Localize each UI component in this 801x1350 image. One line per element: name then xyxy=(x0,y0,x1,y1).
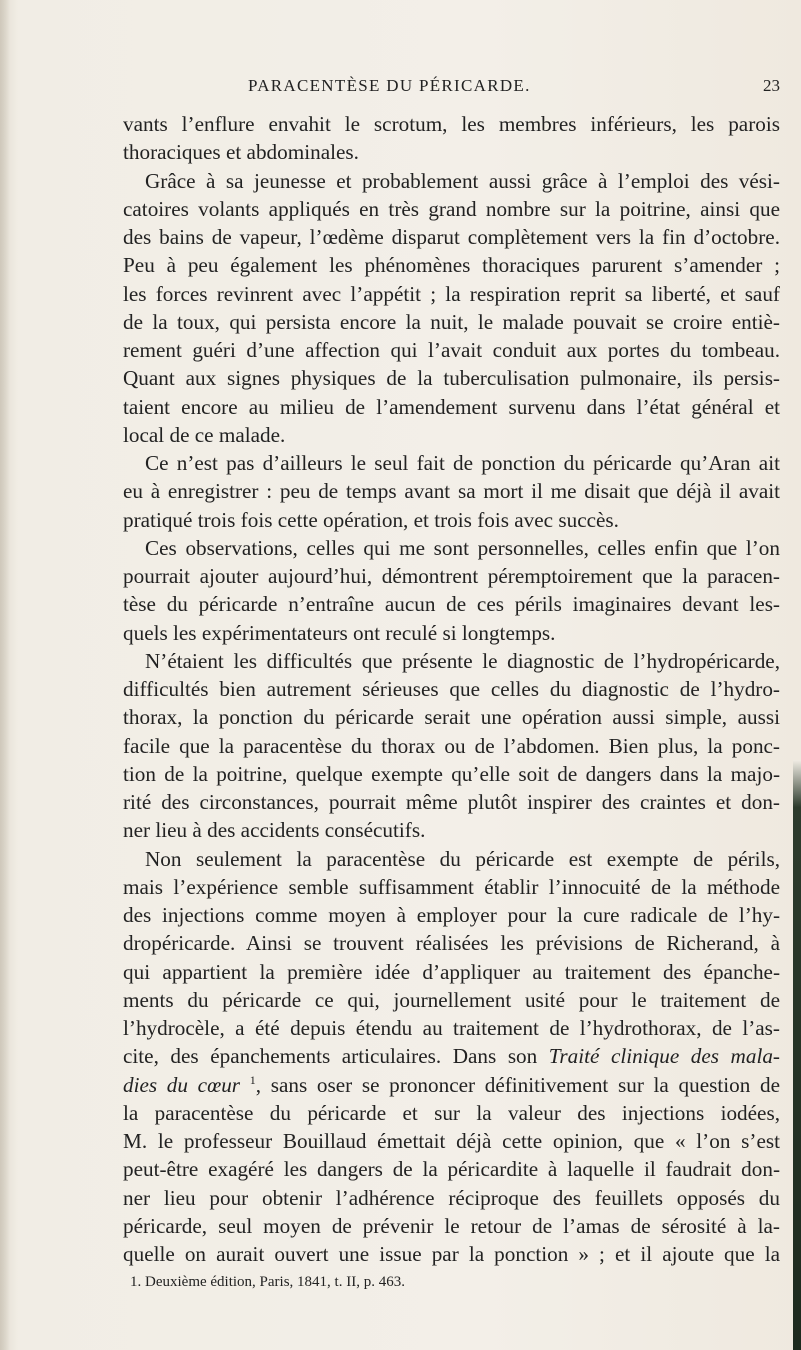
text-line: de la toux, qui persista encore la nuit, le malade pouvait se croire entiè- xyxy=(123,309,780,334)
running-title: PARACENTÈSE DU PÉRICARDE. xyxy=(248,76,531,95)
text-line: Ces observations, celles qui me sont personnelles, celles enfin que l’on xyxy=(145,535,780,560)
text-line: catoires volants appliqués en très grand nombre sur la poitrine, ainsi que xyxy=(123,196,780,221)
text-line: local de ce malade. xyxy=(123,422,286,447)
footnote-text: Deuxième édition, Paris, 1841, t. II, p. 463. xyxy=(145,1274,405,1290)
page-edge xyxy=(793,760,801,1350)
text-line: Grâce à sa jeunesse et probablement aussi grâce à l’emploi des vési- xyxy=(145,168,780,193)
page-number: 23 xyxy=(763,76,780,95)
text-line-part: cite, des épanchements articulaires. Dans son xyxy=(123,1044,538,1069)
text-line: tion de la poitrine, quelque exempte qu’elle soit de dangers dans la majo- xyxy=(123,761,780,786)
text-line: ner lieu pour obtenir l’adhérence réciproque des feuillets opposés du xyxy=(123,1185,780,1210)
text-line: vants l’enflure envahit le scrotum, les membres inférieurs, les parois xyxy=(123,112,780,136)
text-line xyxy=(123,1071,780,1099)
text-line: dropéricarde. Ainsi se trouvent réalisées les prévisions de Richerand, à xyxy=(123,931,780,956)
text-line: eu à enregistrer : peu de temps avant sa mort il me disait que déjà il avait xyxy=(123,479,780,504)
text-line: tèse du péricarde n’entraîne aucun de ces périls imaginaires devant les- xyxy=(123,592,780,617)
text-line: facile que la paracentèse du thorax ou de l’abdomen. Bien plus, la ponc- xyxy=(123,733,780,758)
text-line: ner lieu à des accidents consécutifs. xyxy=(123,818,426,843)
page-header xyxy=(120,76,780,106)
text-line: les forces revinrent avec l’appétit ; la respiration reprit sa liberté, et sauf xyxy=(123,281,780,306)
text-line: difficultés bien autrement sérieuses que celles du diagnostic de l’hydro- xyxy=(123,677,780,701)
book-title: Traité clinique des mala- xyxy=(548,1044,780,1069)
text-line: N’étaient les difficultés que présente le diagnostic de l’hydropéricarde, xyxy=(145,648,780,673)
footnote-reference: 1 xyxy=(249,1072,256,1087)
text-line: rement guéri d’une affection qui l’avait conduit aux portes du tombeau. xyxy=(123,338,780,362)
page-gutter-shadow xyxy=(0,0,10,1350)
text-line: la paracentèse du péricarde et sur la valeur des injections iodées, xyxy=(123,1100,780,1125)
text-line: mais l’expérience semble suffisamment établir l’innocuité de la méthode xyxy=(123,874,780,899)
text-line: ments du péricarde ce qui, journellement usité pour le traitement de xyxy=(123,987,780,1012)
text-line: peut-être exagéré les dangers de la péricardite à laquelle il faudrait don- xyxy=(123,1157,780,1182)
footnote xyxy=(130,1274,780,1291)
text-line: des bains de vapeur, l’œdème disparut complètement vers la fin d’octobre. xyxy=(123,225,780,249)
text-line: des injections comme moyen à employer pour la cure radicale de l’hy- xyxy=(123,903,780,927)
text-line: l’hydrocèle, a été depuis étendu au traitement de l’hydrothorax, de l’as- xyxy=(123,1016,780,1040)
text-line: pourrait ajouter aujourd’hui, démontrent péremptoirement que la paracen- xyxy=(123,564,780,588)
text-line: qui appartient la première idée d’appliquer au traitement des épanche- xyxy=(123,959,780,984)
text-line xyxy=(123,1042,780,1070)
text-line: quelle on aurait ouvert une issue par la ponction » ; et il ajoute que la xyxy=(123,1242,780,1266)
text-line: quels les expérimentateurs ont reculé si longtemps. xyxy=(123,620,556,645)
text-line: Non seulement la paracentèse du péricarde est exempte de périls, xyxy=(145,846,780,871)
text-line: taient encore au milieu de l’amendement survenu dans l’état général et xyxy=(123,394,780,419)
text-line-part: , sans oser se prononcer définitivement sur la question de xyxy=(255,1072,780,1097)
book-title-continued: dies du cœur xyxy=(123,1072,241,1097)
text-line: pratiqué trois fois cette opération, et trois fois avec succès. xyxy=(123,507,619,532)
text-line: thorax, la ponction du péricarde serait une opération aussi simple, aussi xyxy=(123,705,780,730)
text-line: Ce n’est pas d’ailleurs le seul fait de ponction du péricarde qu’Aran ait xyxy=(145,451,780,475)
text-line: péricarde, seul moyen de prévenir le retour de l’amas de sérosité à la- xyxy=(123,1213,780,1238)
text-line: rité des circonstances, pourrait même plutôt inspirer des craintes et don- xyxy=(123,790,780,814)
text-line: thoraciques et abdominales. xyxy=(123,140,359,165)
text-line: Peu à peu également les phénomènes thoraciques parurent s’amender ; xyxy=(123,253,780,278)
text-line: Quant aux signes physiques de la tuberculisation pulmonaire, ils persis- xyxy=(123,366,780,391)
text-line: M. le professeur Bouillaud émettait déjà cette opinion, que « l’on s’est xyxy=(123,1129,780,1153)
footnote-marker: 1. xyxy=(130,1274,142,1290)
body-text xyxy=(123,110,780,1268)
